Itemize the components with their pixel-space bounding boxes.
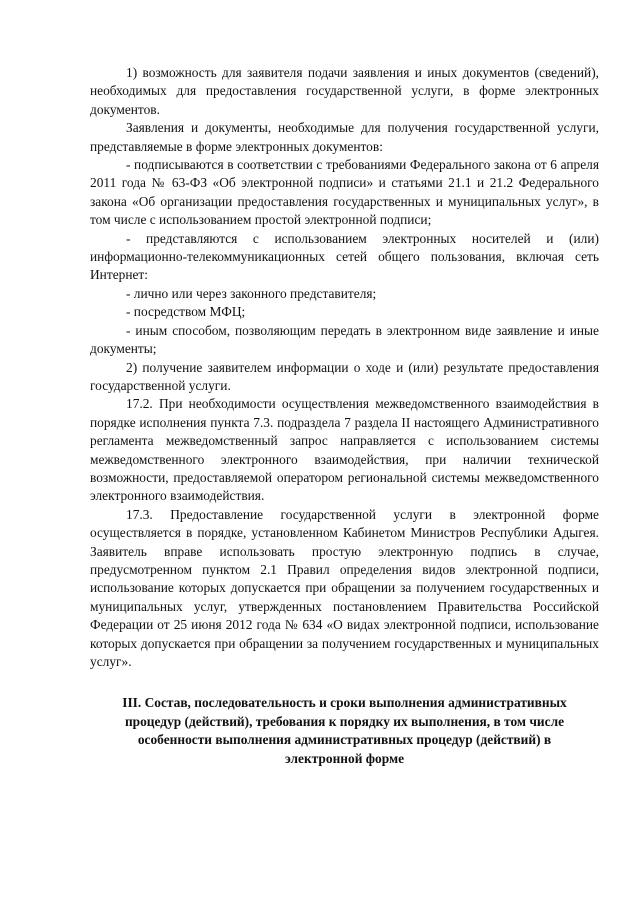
list-item-other-method: - иным способом, позволяющим передать в электронном виде заявление и иные документы; (90, 322, 599, 357)
paragraph-electronic-documents-intro: Заявления и документы, необходимые для получения государственной услуги, представляемые в форме электронных документов: (90, 120, 599, 154)
paragraph-signed-per-law: - подписываются в соответствии с требованиями Федерального закона от 6 апреля 2011 года № 63-ФЗ «Об электронной подписи» и статьями 21.1 и 21.2 Федерального закона «Об организации предоставления государственных и муниципальных услуг», в том числе с использованием простой электронной подписи; (90, 157, 599, 228)
paragraph-submitted-via-networks: - представляются с использованием электронных носителей и (или) информационно-телекоммуникационных сетей общего пользования, включая сеть Интернет: (90, 230, 599, 283)
paragraph-17-3-electronic-form: 17.3. Предоставление государственной услуги в электронной форме осуществляется в порядке, установленном Кабинетом Министров Республики Адыгея. Заявитель вправе использовать простую электронную подпись в случае, предусмотренном пунктом 2.1 Правил определения видов электронной подписи, использование которых допускается при обращении за получением государственных и муниципальных услуг, утвержденных постановлением Правительства Российской Федерации от 25 июня 2012 года № 634 «О видах электронной подписи, использование которых допускается при обращении за получением государственных и муниципальных услуг». (90, 506, 599, 669)
paragraph-status-information: 2) получение заявителем информации о ходе и (или) результате предоставления государственной услуги. (90, 359, 599, 393)
document-page (90, 64, 599, 768)
paragraph-electronic-submission: 1) возможность для заявителя подачи заявления и иных документов (сведений), необходимых для предоставления государственной услуги, в форме электронных документов. (90, 65, 599, 117)
paragraph-17-2-interagency: 17.2. При необходимости осуществления межведомственного взаимодействия в порядке исполнения пункта 7.3. подраздела 7 раздела II настоящего Административного регламента межведомственный запрос направляется с использованием системы межведомственного электронного взаимодействия, при наличии технической возможности, предоставляемой оператором региональной системы межведомственного электронного взаимодействия. (90, 396, 599, 504)
list-item-via-mfc: - посредством МФЦ; (126, 304, 246, 320)
section-heading: III. Состав, последовательность и сроки выполнения административных процедур (действий), требования к порядку их выполнения, в том числе особенности выполнения административных процедур (действий) в электронной форме (122, 695, 567, 766)
list-item-in-person: - лично или через законного представителя; (126, 285, 377, 301)
